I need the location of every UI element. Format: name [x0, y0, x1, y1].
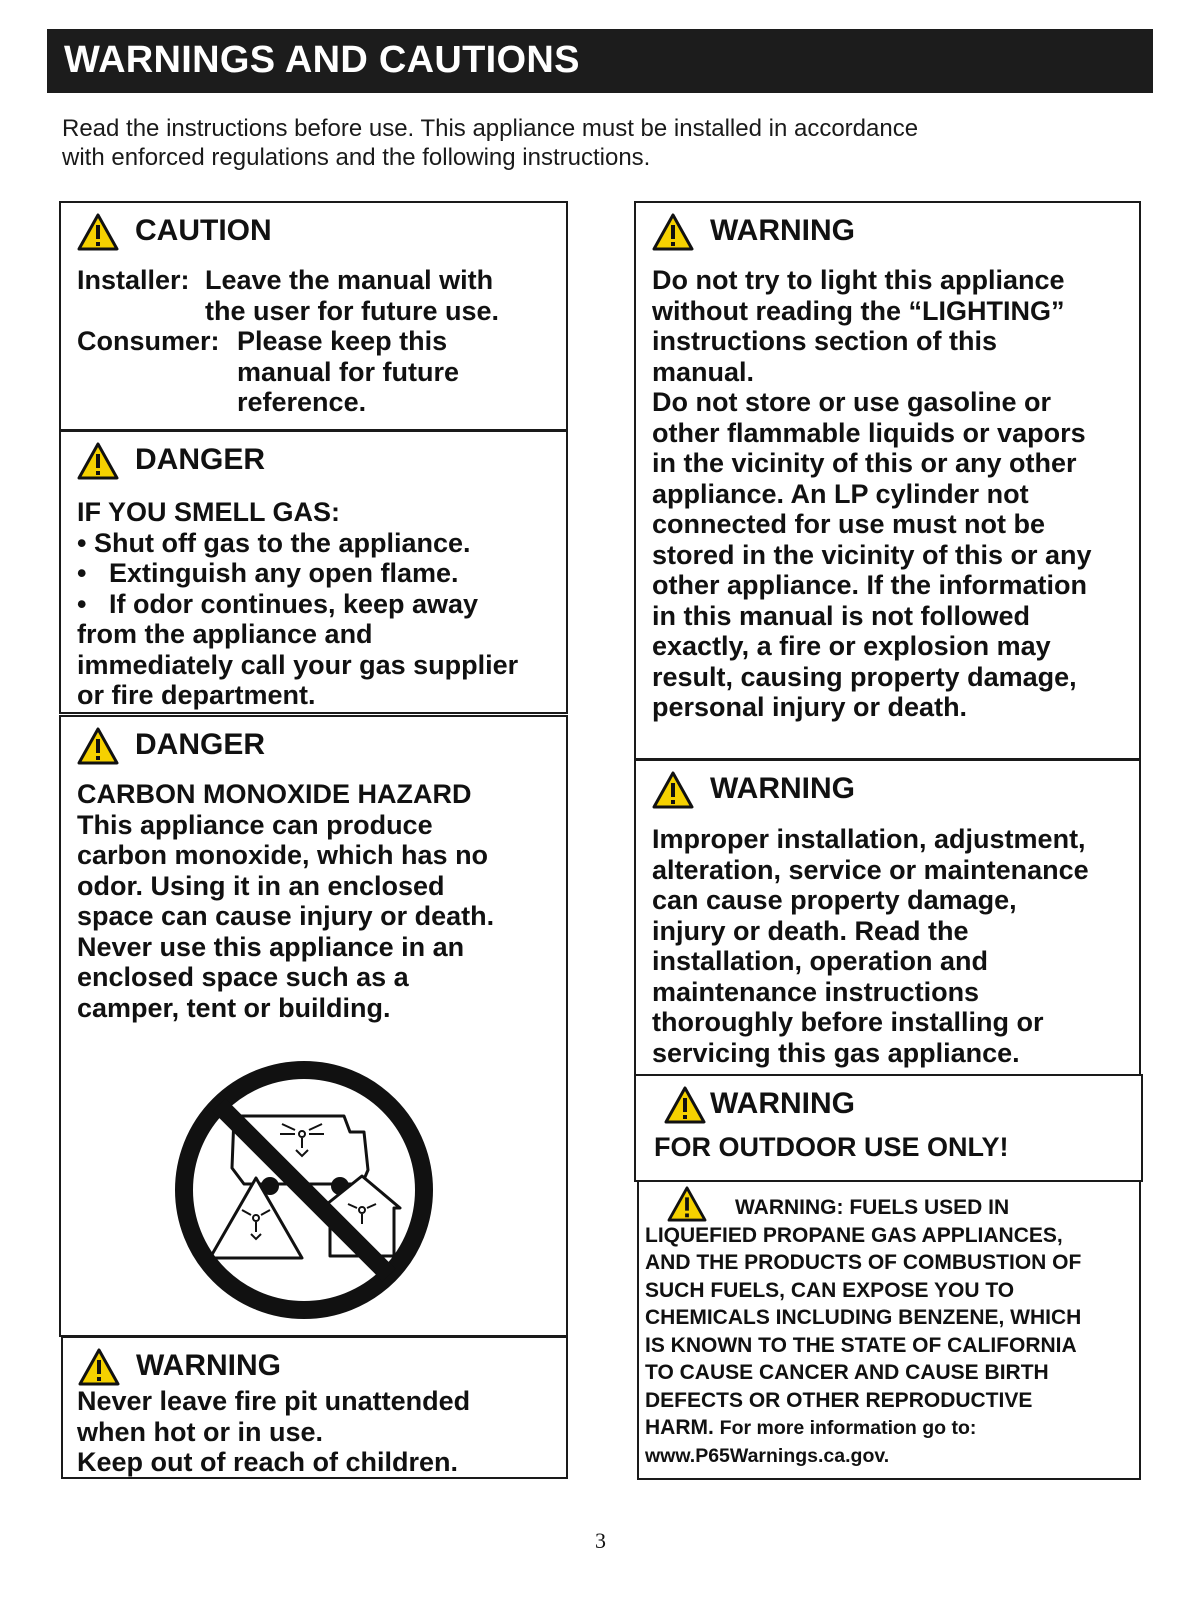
warning-lighting-heading-label: WARNING: [710, 214, 855, 247]
intro-line: Read the instructions before use. This appliance must be installed in accordance: [62, 115, 919, 142]
danger-gas-box: [59, 429, 568, 714]
installer-label: Installer:: [77, 265, 190, 295]
danger-co-body: [77, 779, 567, 1023]
warning-install-line: Improper installation, adjustment,: [652, 824, 1086, 854]
warning-lighting-line: appliance. An LP cylinder not: [652, 478, 1029, 509]
warning-outdoor-box: [634, 1074, 1143, 1182]
prop65-first-line-text: WARNING: FUELS USED IN: [735, 1196, 1010, 1219]
prop65-body: [645, 1194, 1141, 1470]
bullet: •: [77, 558, 87, 588]
warning-install-line: thoroughly before installing or: [652, 1007, 1044, 1037]
warning-unattended-line: Never leave fire pit unattended: [77, 1386, 471, 1416]
page-number: 3: [595, 1528, 606, 1553]
warning-unattended-line: Keep out of reach of children.: [77, 1447, 459, 1477]
prop65-line: CHEMICALS INCLUDING BENZENE, WHICH: [645, 1306, 1082, 1329]
prop65-harm-line: [645, 1414, 1141, 1443]
header-bar: [47, 29, 1153, 93]
danger-gas-continuation: from the appliance and: [77, 619, 373, 649]
prop65-line: SUCH FUELS, CAN EXPOSE YOU TO: [645, 1278, 1015, 1302]
consumer-line: Please keep this: [237, 326, 448, 356]
consumer-line: manual for future: [237, 356, 460, 387]
danger-co-line: This appliance can produce: [77, 809, 433, 840]
warning-lighting-line: in the vicinity of this or any other: [652, 448, 1077, 478]
prop65-first-line: [645, 1194, 1141, 1222]
warning-install-body: [652, 824, 1137, 1068]
page-title: WARNINGS AND CAUTIONS: [64, 39, 580, 81]
warning-install-line: can cause property damage,: [652, 885, 1017, 915]
danger-gas-heading-label: DANGER: [135, 443, 266, 476]
danger-co-line: Never use this appliance in an: [77, 931, 465, 962]
danger-gas-subheading: IF YOU SMELL GAS:: [77, 497, 341, 527]
intro-line: with enforced regulations and the following instructions.: [62, 144, 651, 171]
danger-co-line: enclosed space such as a: [77, 962, 409, 992]
bullet: •: [77, 527, 87, 558]
prop65-line: TO CAUSE CANCER AND CAUSE BIRTH: [645, 1361, 1049, 1384]
warning-triangle-icon: [652, 771, 694, 809]
warning-lighting-line: instructions section of this: [652, 326, 998, 356]
warning-lighting-line: manual.: [652, 356, 755, 387]
warning-lighting-line: other appliance. If the information: [652, 570, 1088, 600]
danger-co-line: odor. Using it in an enclosed: [77, 870, 445, 901]
warning-lighting-body: [652, 265, 1137, 723]
warning-lighting-line: without reading the “LIGHTING”: [652, 295, 1065, 326]
consumer-line: reference.: [237, 387, 367, 417]
danger-gas-item-text: Shut off gas to the appliance.: [93, 527, 471, 558]
warning-triangle-icon: [77, 213, 119, 251]
danger-gas-item: [77, 558, 567, 589]
danger-co-line: camper, tent or building.: [77, 992, 391, 1023]
no-enclosed-space-icon: [172, 1058, 436, 1322]
warning-triangle-icon: [78, 1348, 120, 1386]
warning-unattended-line: when hot or in use.: [77, 1416, 324, 1447]
danger-gas-item-text: Extinguish any open flame.: [108, 558, 459, 588]
warning-lighting-line: connected for use must not be: [652, 509, 1046, 539]
danger-co-heading-label: DANGER: [135, 728, 266, 761]
warning-triangle-icon: [664, 1086, 706, 1124]
danger-gas-continuation: immediately call your gas supplier: [77, 649, 519, 680]
warning-install-box: [634, 758, 1141, 1076]
warning-lighting-line: Do not store or use gasoline or: [652, 387, 1052, 417]
installer-line: the user for future use.: [205, 295, 500, 326]
prop65-line: AND THE PRODUCTS OF COMBUSTION OF: [645, 1251, 1082, 1274]
warning-triangle-icon: [77, 727, 119, 765]
warning-lighting-box: [634, 201, 1141, 761]
warning-install-line: servicing this gas appliance.: [652, 1037, 1020, 1068]
danger-gas-item: [77, 528, 567, 559]
danger-gas-item: [77, 589, 567, 620]
warning-lighting-line: exactly, a fire or explosion may: [652, 631, 1051, 661]
warning-lighting-line: Do not try to light this appliance: [652, 265, 1065, 295]
prop65-line: LIQUEFIED PROPANE GAS APPLIANCES,: [645, 1223, 1063, 1247]
warning-install-line: alteration, service or maintenance: [652, 854, 1089, 885]
danger-co-line: space can cause injury or death.: [77, 901, 495, 931]
warning-unattended-box: [61, 1336, 568, 1479]
warning-install-heading-label: WARNING: [710, 772, 855, 805]
warning-lighting-line: in this manual is not followed: [652, 600, 1031, 631]
warning-lighting-line: personal injury or death.: [652, 692, 968, 722]
prop65-harm: HARM.: [645, 1416, 714, 1439]
intro-paragraph: [62, 114, 1142, 172]
warning-unattended-heading-label: WARNING: [136, 1349, 281, 1382]
danger-co-box: [59, 715, 568, 1337]
caution-box: [59, 201, 568, 431]
warning-lighting-line: result, causing property damage,: [652, 661, 1077, 692]
danger-gas-item-text: If odor continues, keep away: [108, 588, 479, 619]
warning-outdoor-text: FOR OUTDOOR USE ONLY!: [654, 1132, 1009, 1162]
prop65-url[interactable]: www.P65Warnings.ca.gov.: [645, 1444, 890, 1467]
danger-gas-body: [77, 497, 567, 711]
danger-co-line: CARBON MONOXIDE HAZARD: [77, 779, 472, 809]
danger-co-line: carbon monoxide, which has no: [77, 840, 489, 870]
prop65-line: DEFECTS OR OTHER REPRODUCTIVE: [645, 1388, 1033, 1412]
prop65-more-info: For more information go to:: [719, 1417, 977, 1439]
consumer-label: Consumer:: [77, 326, 220, 356]
warning-install-line: maintenance instructions: [652, 976, 980, 1007]
prop65-line: IS KNOWN TO THE STATE OF CALIFORNIA: [645, 1333, 1077, 1357]
warning-lighting-line: stored in the vicinity of this or any: [652, 539, 1092, 570]
warning-triangle-icon: [652, 213, 694, 251]
warning-triangle-icon: [77, 442, 119, 480]
caution-heading-label: CAUTION: [135, 214, 272, 247]
installer-line: Leave the manual with: [205, 265, 494, 295]
warning-lighting-line: other flammable liquids or vapors: [652, 417, 1086, 448]
prop65-box: [637, 1180, 1141, 1480]
warning-install-line: installation, operation and: [652, 946, 989, 976]
danger-gas-continuation: or fire department.: [77, 680, 316, 710]
warning-outdoor-heading-label: WARNING: [710, 1087, 855, 1120]
warning-unattended-body: [77, 1386, 557, 1478]
warning-install-line: injury or death. Read the: [652, 915, 969, 946]
bullet: •: [77, 588, 87, 619]
